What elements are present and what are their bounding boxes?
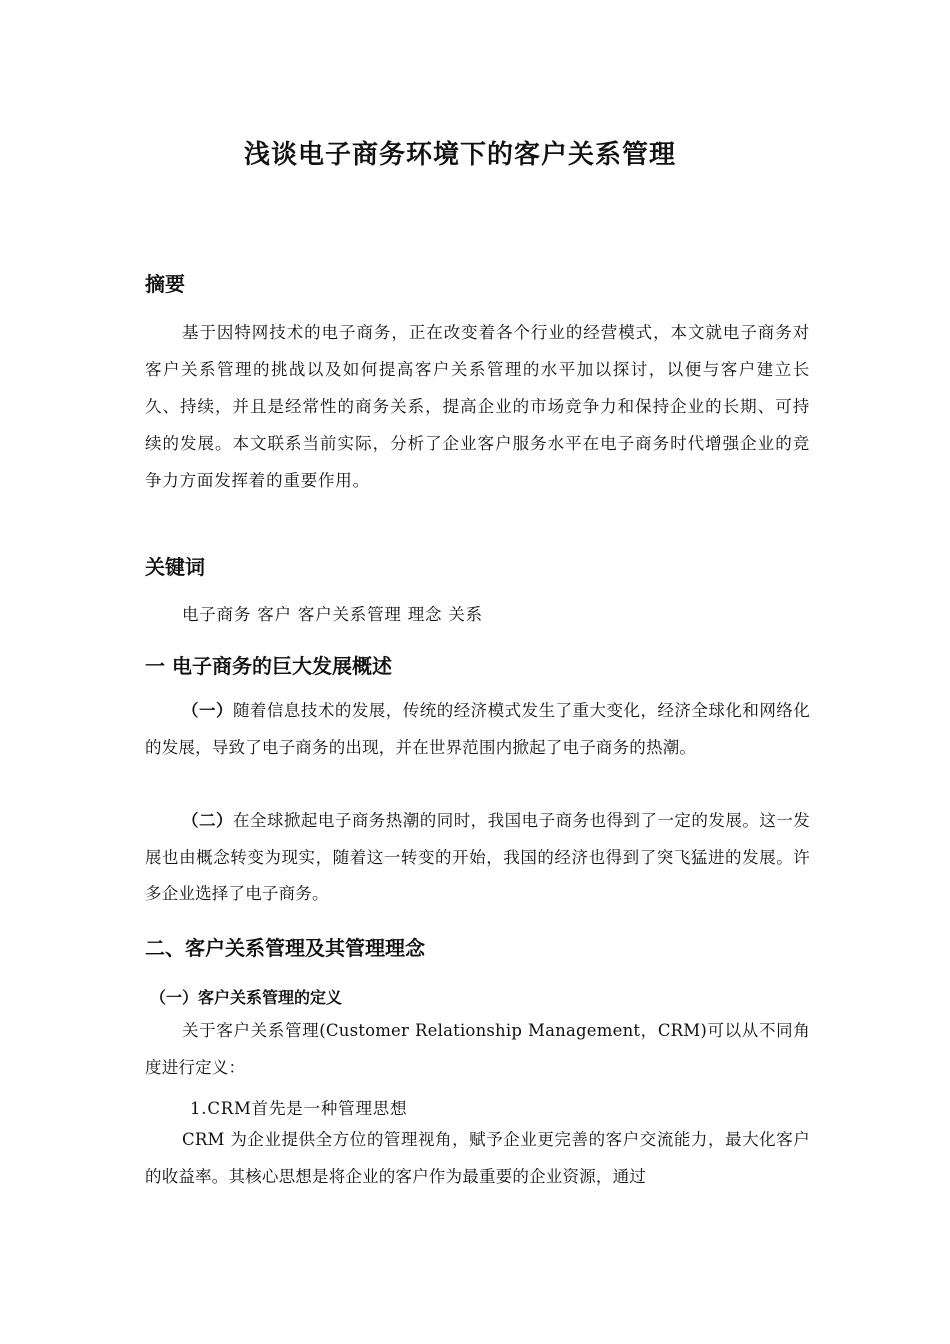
abstract-text: 基于因特网技术的电子商务，正在改变着各个行业的经营模式，本文就电子商务对客户关系管理的挑战以及如何提高客户关系管理的水平加以探讨，以便与客户建立长久、持续，并且是经常性的商务关系，提高企业的市场竞争力和保持企业的长期、可持续的发展。本文联系当前实际，分析了企业客户服务水平在电子商务时代增强企业的竞争力方面发挥着的重要作用。: [145, 323, 810, 490]
paragraph-number: （一）: [182, 701, 233, 720]
paragraph-text: 在全球掀起电子商务热潮的同时，我国电子商务也得到了一定的发展。这一发展也由概念转变为现实，随着这一转变的开始，我国的经济也得到了突飞猛进的发展。许多企业选择了电子商务。: [145, 811, 810, 903]
section2-heading: 二、客户关系管理及其管理理念: [145, 936, 425, 960]
document-title: 浅谈电子商务环境下的客户关系管理: [243, 140, 676, 170]
section1-heading: 一 电子商务的巨大发展概述: [145, 654, 392, 678]
paragraph-text: 随着信息技术的发展，传统的经济模式发生了重大变化，经济全球化和网络化的发展，导致了电子商务的出现，并在世界范围内掀起了电子商务的热潮。: [145, 701, 810, 757]
section2-paragraph-2: CRM 为企业提供全方位的管理视角，赋予企业更完善的客户交流能力，最大化客户的收益率。其核心思想是将企业的客户作为最重要的企业资源，通过: [145, 1130, 810, 1186]
paragraph-number: （二）: [182, 811, 233, 830]
keywords-heading: 关键词: [145, 555, 205, 579]
abstract-heading: 摘要: [145, 272, 185, 296]
section2-item-1: 1.CRM首先是一种管理思想: [190, 1099, 408, 1118]
section1-paragraph-2: [145, 803, 810, 913]
section2-paragraph-1: 关于客户关系管理(Customer Relationship Management，CRM)可以从不同角度进行定义：: [145, 1021, 810, 1077]
section1-paragraph-1: [145, 693, 810, 766]
keywords-text: 电子商务 客户 客户关系管理 理念 关系: [182, 605, 483, 624]
section2-subheading-1: （一）客户关系管理的定义: [150, 988, 343, 1007]
